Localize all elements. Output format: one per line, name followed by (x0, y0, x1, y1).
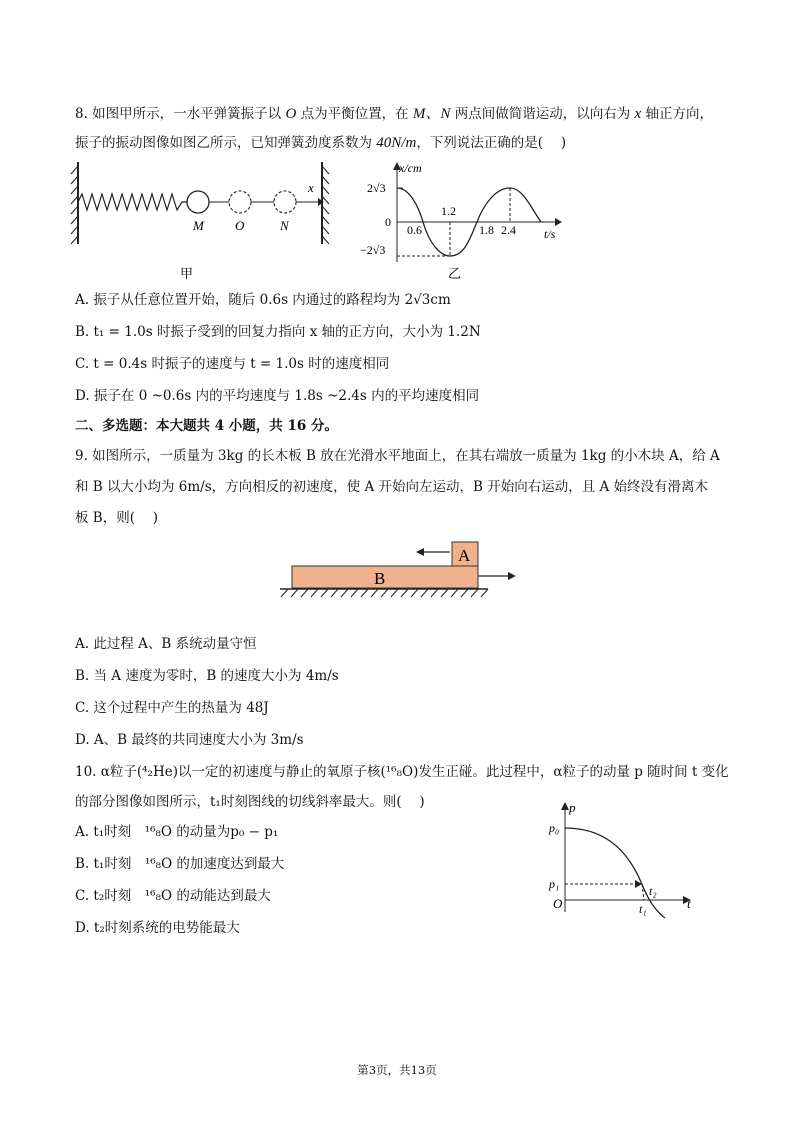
q10-fig-p-label: p (569, 800, 576, 815)
q10-option-c: C. t₂时刻 ¹⁶₈O 的动能达到最大 (75, 888, 271, 904)
q9-option-d: D. A、B 最终的共同速度大小为 3m/s (75, 732, 304, 748)
q8-fig-m-label: M (193, 218, 204, 233)
q9-label-a: A (458, 546, 471, 565)
q9-stem-line3: 板 B，则( ) (75, 510, 159, 526)
q8-option-c: C. t = 0.4s 时振子的速度与 t = 1.0s 时的速度相同 (75, 356, 390, 372)
q8-stem-line2 (75, 133, 566, 153)
q8-stem-text: 8. 如图甲所示，一水平弹簧振子以 (75, 106, 286, 122)
q8-option-d: D. 振子在 0 ~0.6s 内的平均速度与 1.8s ~2.4s 内的平均速度相同 (75, 388, 480, 404)
q8-axis-x: x (634, 106, 642, 122)
q8-fig-caption-yi: 乙 (448, 266, 462, 281)
q8-graph-tick-18: 1.8 (479, 223, 494, 237)
q9-stem-line1: 9. 如图所示，一质量为 3kg 的长木板 B 放在光滑水平地面上，在其右端放一质量为 1kg 的小木块 A，给 A (75, 448, 720, 464)
q8-fig-o-label: O (235, 218, 245, 233)
section-heading: 二、多选题：本大题共 4 小题，共 16 分。 (75, 418, 338, 434)
q10-option-a: A. t₁时刻 ¹⁶₈O 的动量为p₀ − p₁ (75, 824, 279, 840)
q8-ball-m (187, 191, 209, 213)
q8-point-o: O (285, 106, 297, 122)
q8-stem-text: 轴正方向， (641, 106, 713, 122)
q10-fig-t2-label: t₂ (649, 884, 657, 898)
q8-stem-line1 (75, 104, 713, 124)
q8-figure-graph (355, 158, 570, 283)
q10-stem-line1: 10. α粒子(⁴₂He)以一定的初速度与静止的氧原子核(¹⁶₈O)发生正碰。此过程中，α粒子的动量 p 随时间 t 变化 (75, 764, 729, 780)
q9-option-a: A. 此过程 A、B 系统动量守恒 (75, 636, 257, 652)
q10-fig-t1-label: t₁ (639, 902, 647, 916)
q10-fig-p0-label: p₀ (549, 821, 560, 835)
q9-label-b: B (374, 569, 386, 588)
q8-graph-tlabel: t/s (544, 227, 556, 241)
q8-figure-spring (70, 158, 330, 283)
q10-figure-momentum (545, 800, 705, 922)
q10-option-d: D. t₂时刻系统的电势能最大 (75, 920, 240, 936)
q8-spring-constant: 40N/m (376, 135, 417, 151)
q10-option-b: B. t₁时刻 ¹⁶₈O 的加速度达到最大 (75, 856, 285, 872)
q8-ball-o (229, 191, 251, 213)
q8-option-b: B. t₁ = 1.0s 时振子受到的回复力指向 x 轴的正方向，大小为 1.2N (75, 324, 481, 340)
q8-graph-tick-06: 0.6 (407, 223, 422, 237)
q8-fig-n-label: N (280, 218, 289, 233)
q8-fig-x-label: x (308, 180, 314, 195)
q8-option-a: A. 振子从任意位置开始，随后 0.6s 内通过的路程均为 2√3cm (75, 292, 451, 308)
q8-stem-text: 两点间做简谐运动，以向右为 (450, 106, 635, 122)
q8-stem-text: ，下列说法正确的是( ) (416, 135, 567, 151)
q9-figure-blocks (278, 538, 523, 606)
q10-stem-line2: 的部分图像如图所示，t₁时刻图线的切线斜率最大。则( ) (75, 794, 425, 810)
q8-fig-caption-jia: 甲 (180, 266, 194, 281)
q8-graph-ymax: 2√3 (367, 181, 386, 195)
page-footer: 第3页，共13页 (357, 1063, 437, 1077)
q9-option-c: C. 这个过程中产生的热量为 48J (75, 700, 269, 716)
q10-fig-t-label: t (687, 896, 691, 911)
q9-stem-line2: 和 B 以大小均为 6m/s，方向相反的初速度，使 A 开始向左运动，B 开始向右运动，且 A 始终没有滑离木 (75, 479, 709, 495)
q9-option-b: B. 当 A 速度为零时，B 的速度大小为 4m/s (75, 668, 339, 684)
q8-graph-ylabel: x/cm (399, 161, 422, 175)
q8-ball-n (274, 191, 296, 213)
q8-stem-text: 振子的振动图像如图乙所示，已知弹簧劲度系数为 (75, 135, 377, 151)
q8-points-mn: M、N (412, 106, 451, 122)
q8-graph-tick-24: 2.4 (501, 223, 516, 237)
q10-fig-p1-label: p₁ (549, 877, 560, 891)
q8-graph-tick-12: 1.2 (441, 204, 456, 218)
q10-fig-origin-label: O (553, 896, 563, 911)
q8-graph-zero: 0 (385, 215, 391, 229)
q8-graph-ymin: −2√3 (360, 243, 386, 257)
q8-stem-text: 点为平衡位置，在 (296, 106, 413, 122)
